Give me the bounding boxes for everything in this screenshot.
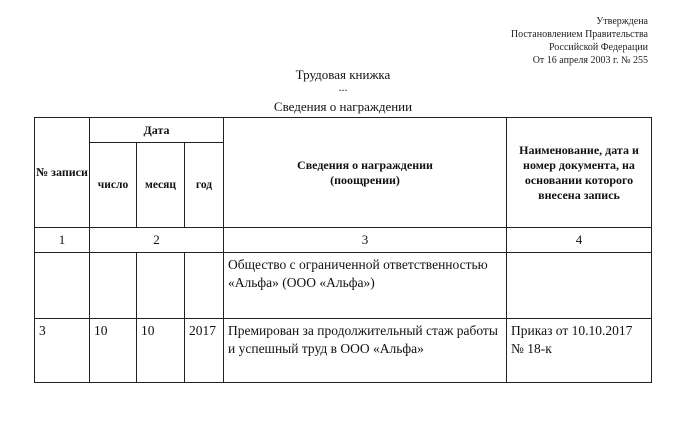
header-document-text: Наименование, дата и номер документа, на основании которого внесена запись	[519, 142, 639, 202]
cell-year	[185, 253, 224, 319]
approval-line: От 16 апреля 2003 г. № 255	[532, 55, 648, 66]
header-record-no: № записи	[35, 118, 90, 228]
ellipsis: ...	[338, 80, 348, 94]
cell-day	[90, 253, 137, 319]
cell-record-no	[35, 253, 90, 319]
column-number: 1	[35, 228, 90, 253]
approval-line: Постановлением Правительства	[510, 29, 648, 40]
table-row	[35, 253, 652, 319]
header-month: месяц	[137, 143, 185, 228]
document-title: Трудовая книжка	[295, 67, 391, 82]
column-number: 3	[224, 228, 507, 253]
awards-table	[34, 117, 652, 383]
cell-document	[507, 253, 652, 319]
cell-award-info: Общество с ограниченной ответственностью «Альфа» (ООО «Альфа»)	[224, 253, 507, 319]
approval-stamp	[511, 15, 648, 67]
header-year: год	[185, 143, 224, 228]
cell-year: 2017	[185, 319, 224, 383]
header-row	[35, 118, 652, 143]
cell-award-info: Премирован за продолжительный стаж работы и успешный труд в ООО «Альфа»	[224, 319, 507, 383]
header-date: Дата	[90, 118, 224, 143]
cell-month	[137, 253, 185, 319]
header-day: число	[90, 143, 137, 228]
cell-document: Приказ от 10.10.2017 № 18-к	[507, 319, 652, 383]
column-number: 2	[90, 228, 224, 253]
column-number: 4	[507, 228, 652, 253]
approval-line: Российской Федерации	[548, 42, 648, 53]
cell-day: 10	[90, 319, 137, 383]
approval-line: Утверждена	[596, 16, 648, 27]
header-document	[507, 118, 652, 228]
column-number-row	[35, 228, 652, 253]
header-award-info-text: Сведения о награждении (поощрении)	[297, 157, 433, 187]
table-row	[35, 319, 652, 383]
section-title: Сведения о награждении	[273, 99, 413, 114]
cell-month: 10	[137, 319, 185, 383]
header-award-info	[224, 118, 507, 228]
cell-record-no: 3	[35, 319, 90, 383]
